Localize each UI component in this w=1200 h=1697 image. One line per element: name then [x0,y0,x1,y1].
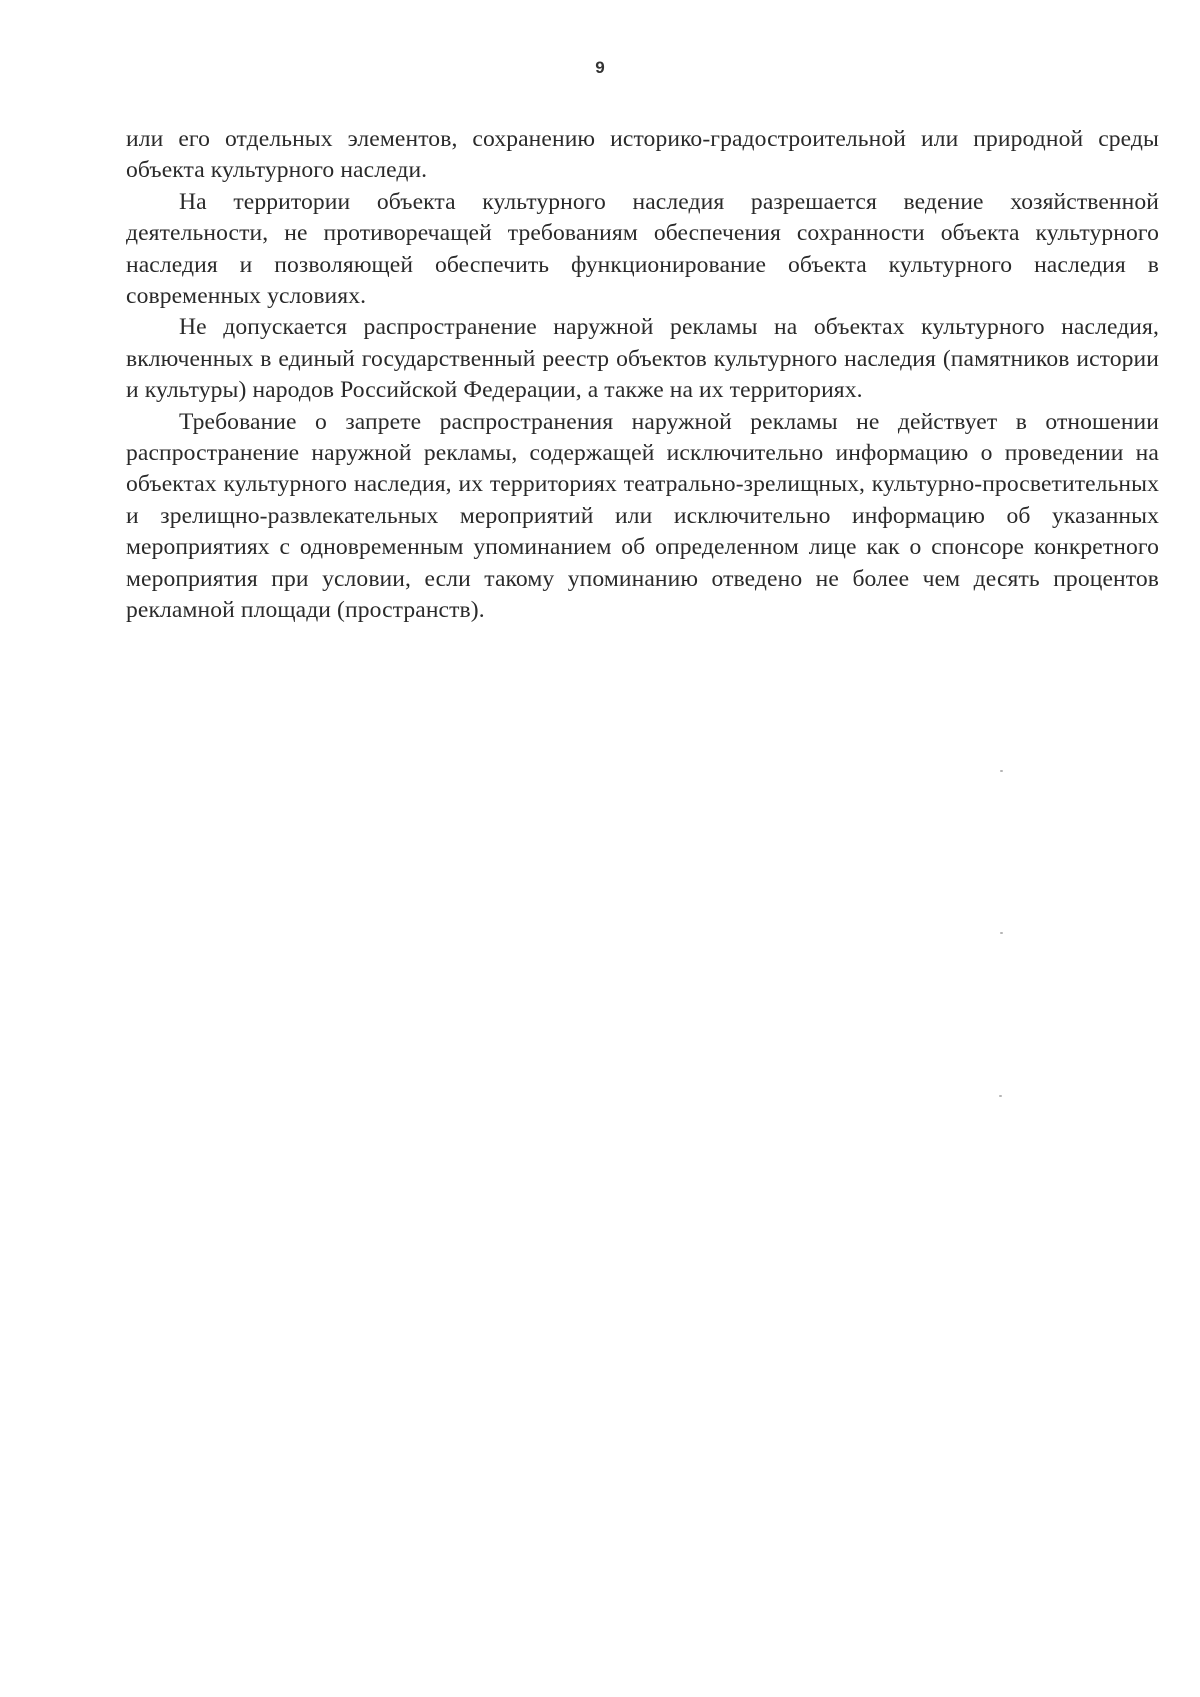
paragraph-continuation: или его отдельных элементов, сохранению историко-градостроительной или природной среды объекта культурного наследи. [126,126,1159,184]
paragraph-economic-activity: На территории объекта культурного наследия разрешается ведение хозяйственной деятельности, не противоречащей требованиям обеспечения сохранности объекта культурного наследия и позволяющей обеспечить функционирование объекта культурного наследия в современных условиях. [126,188,1159,310]
page-number: 9 [595,58,605,77]
scan-speck [999,1095,1002,1097]
paragraph-advertising-ban: Не допускается распространение наружной рекламы на объектах культурного наследия, включенных в единый государственный реестр объектов культурного наследия (памятников истории и культуры) народов Российской Федерации, а также на их территориях. [126,314,1159,404]
scan-speck [1000,770,1003,772]
document-body [126,124,1159,627]
paragraph-advertising-exception: Требование о запрете распространения наружной рекламы не действует в отношении распространение наружной рекламы, содержащей исключительно информацию о проведении на объектах культурного наследия, их территориях театрально-зрелищных, культурно-просветительных и зрелищно-развлекательных мероприятий или исключительно информацию об указанных мероприятиях с одновременным упоминанием об определенном лице как о спонсоре конкретного мероприятия при условии, если такому упоминанию отведено не более чем десять процентов рекламной площади (пространств). [126,408,1159,624]
scan-speck [1000,932,1003,934]
